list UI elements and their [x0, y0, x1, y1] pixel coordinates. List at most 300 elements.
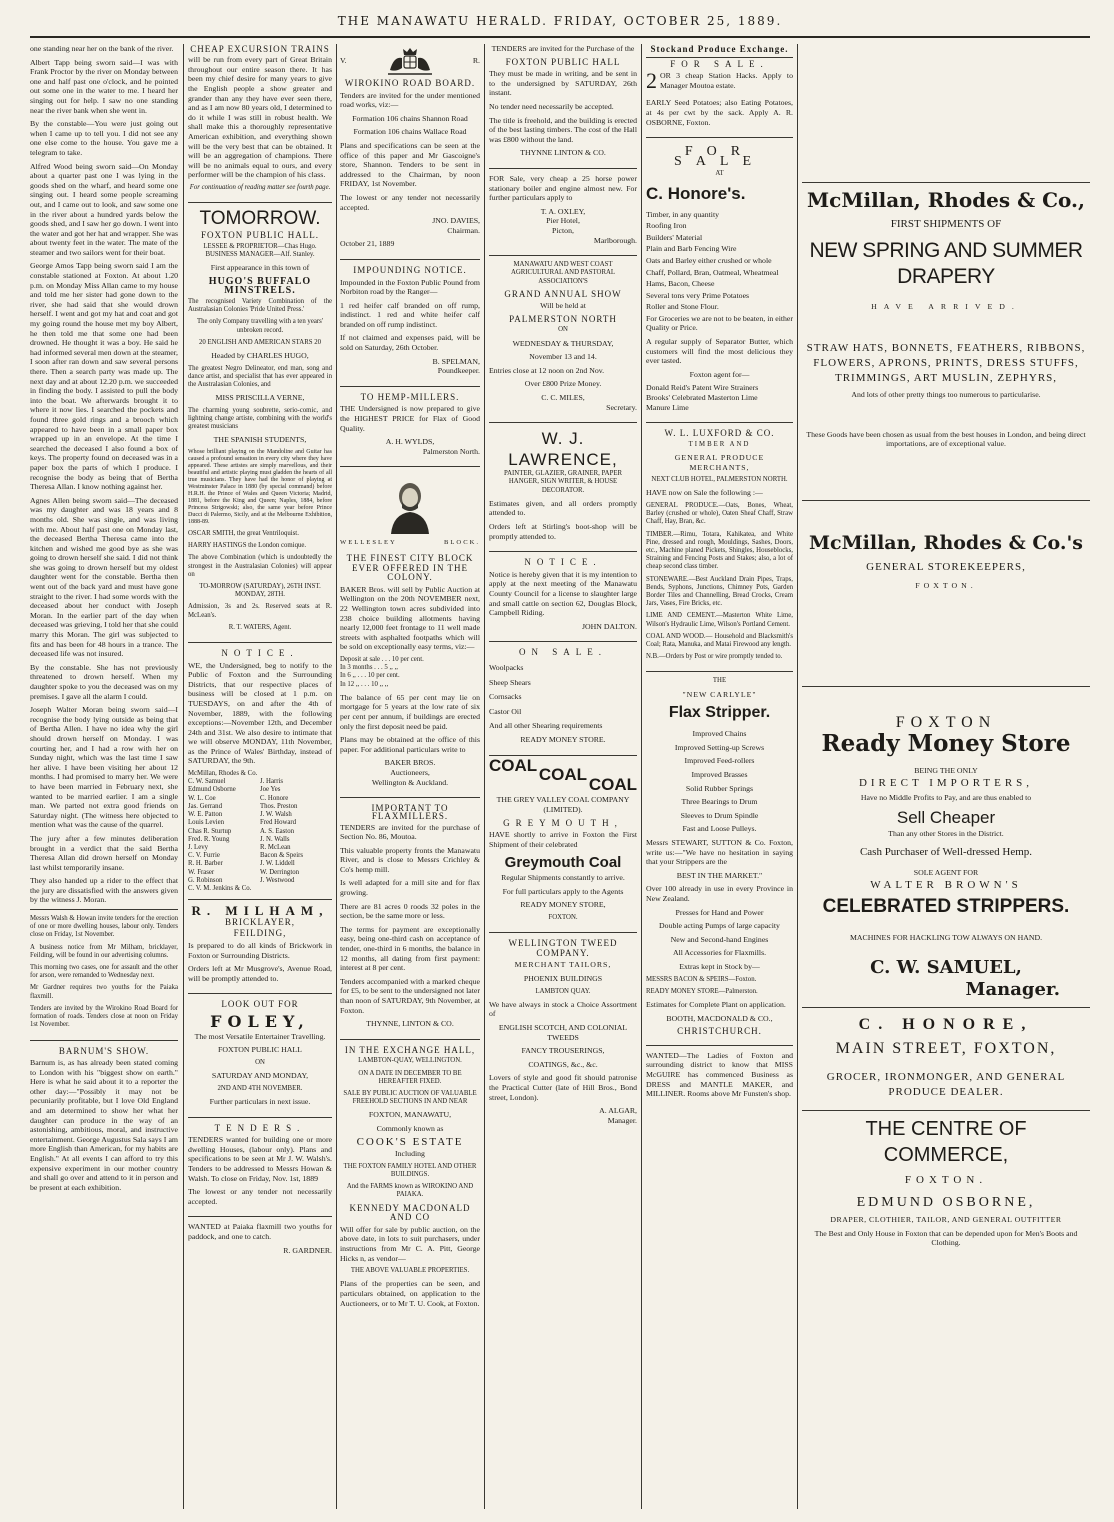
signatory-name: J. Harris: [260, 778, 284, 786]
at-line: AT: [715, 170, 724, 178]
foley-days: SATURDAY AND MONDAY,: [211, 1071, 309, 1081]
merchants-line: GENERAL PRODUCE MERCHANTS,: [674, 453, 765, 472]
gardner-wanted: [188, 1216, 332, 1265]
centre-line: THE CENTRE OF COMMERCE,: [865, 1117, 1027, 1166]
ready-money-name: Ready Money Store: [821, 729, 1071, 757]
chairman-name: JNO. DAVIES,: [432, 216, 480, 226]
feature-item: Improved Chains: [692, 729, 747, 739]
stock-item: Hams, Bacon, Cheese: [646, 279, 715, 289]
signatory-row: [188, 869, 332, 877]
phoenix-line: PHOENIX BUILDINGS: [523, 974, 603, 984]
article-paragraph: Agnes Allen being sworn said—The deceased was my daughter and was 18 years and 8 months old. She was single, and was living with me. About half past one on Monday last, the deceased Bertha Theresa came into the kitchen and wished me good bye as she was going to drown herself she said. I did not think she was going to drown herself but my oldest daughter went for the constable. Bertha then went out of the back yard and must have gone straight to the river. I had some words with the deceased about her conduct with Joseph Moran. In the earlier part of the day when deceased was grieving, I told her that she could marry this Moran. The girl was subjected to fits and has been for 48 hours in a trance. The deceased life was not insured.: [30, 495, 178, 659]
agency-item: Manure Lime: [646, 402, 689, 412]
flaxmill-area: There are 81 acres 0 roods 32 poles in the section, be the same more or less.: [340, 901, 480, 921]
algar-name: A. ALGAR,: [599, 1106, 637, 1116]
forsale-letters: FOR SALE: [674, 144, 765, 169]
signatory-row: [188, 828, 332, 836]
celebrated-line: CELEBRATED STRIPPERS.: [822, 895, 1070, 917]
luxford-item: TIMBER.—Rimu, Totara, Kahikatea, and White Pine, dressed and rough, Mouldings, Sashes, Doors, etc., Machine planed Pickets, Shingles, Houseblocks, Straining and Fencing Posts and Stakes; also, a lot of cheap second class timber.: [646, 530, 793, 571]
column-entertainment: [188, 44, 332, 1509]
stock-item: Several tons very Prime Potatoes: [646, 290, 750, 300]
masthead-title: THE MANAWATU HERALD. FRIDAY, OCTOBER 25, 1889.: [337, 14, 783, 28]
auction-place: FOXTON, MANAWATU,: [368, 1110, 452, 1120]
wellesley-left: WELLESLEY: [340, 539, 397, 547]
miles-name: C. C. MILES,: [541, 393, 585, 403]
article-paragraph: Albert Tapp being sworn said—I was with Frank Proctor by the river on Monday between one and half past one o'clock, and he pointed out some one in the water to me. I heard her singing out for help. I saw no one standing near the river bank when she went in.: [30, 57, 178, 115]
carlyle-name: "NEW CARLYLE": [682, 689, 757, 699]
foley-on: ON: [255, 1059, 265, 1067]
article-paragraph: Joseph Walter Moran being sworn said—I recognise the body lying outside as being that of Bertha Allen. I have no idea why the girl should drown herself on Monday. I was courting her, and I had a row with her on Sunday night, which was the last time I saw her alive. I have been visiting her about 12 months. I had promised to marry her. We were to have been married in February next, she wanted to be married earlier. I am a single man. We parted not extra good friends on Saturday night. (The witness here objected to mention what was the cause of the quarrel.: [30, 705, 178, 830]
tenders-note: The lowest or any tender not necessarily accepted.: [188, 1187, 332, 1206]
flaxmill-suit: Is well adapted for a mill site and for flax growing.: [340, 878, 480, 898]
forsale-heading: FOR SALE.: [670, 58, 769, 69]
finest-balance: The balance of 65 per cent may lie on mortgage for 5 years at the low rate of six per cent per annum, if buildings are erected only the first deposit need be paid.: [340, 692, 480, 731]
foxton-heading: FOXTON: [895, 714, 997, 732]
local-note: Mr Gardner requires two youths for the Paiaka flaxmill.: [30, 984, 178, 1000]
regular-line: Regular Shipments constantly to arrive.: [501, 873, 625, 883]
stripper-name: Flax Stripper.: [668, 704, 771, 722]
students-name: THE SPANISH STUDENTS,: [213, 435, 307, 445]
items-line: STRAW HATS, BONNETS, FEATHERS, RIBBONS, FLOWERS, APRONS, PRINTS, DRESS STUFFS, TRIMMINGS, ART MUSLIN, ZEPHYRS,: [806, 342, 1086, 385]
kennedy-text: Will offer for sale by public auction, on the above date, in lots to suit purchasers, under instructions from Mr C. A. Pitt, George Hicks n, as vendor—: [340, 1224, 480, 1263]
ready-money-store-ad: [802, 686, 1090, 1006]
lawrence-trade: PAINTER, GLAZIER, GRAINER, PAPER HANGER, SIGN WRITER, & HOUSE DECORATOR.: [503, 470, 623, 494]
luxford-item: LIME AND CEMENT.—Masterton White Lime, Wilson's Hydraulic Lime, Wilson's Portland Cement.: [646, 612, 793, 628]
signatory-row: [188, 786, 332, 794]
lambton-line: LAMBTON QUAY.: [535, 987, 591, 995]
signatory-name: J. Westwood: [260, 876, 295, 884]
tenders-heading: TENDERS.: [214, 1122, 306, 1133]
cooks-estate: COOK'S ESTATE: [356, 1135, 464, 1148]
stars-line: 20 ENGLISH AND AMERICAN STARS 20: [199, 338, 321, 346]
masthead: [30, 14, 1090, 38]
draper-line: DRAPER, CLOTHIER, TAILOR, AND GENERAL OUTFITTER: [830, 1215, 1062, 1225]
algar-title: Manager.: [607, 1115, 637, 1125]
onsale-item: Sheep Shears: [489, 677, 531, 687]
drapery-line: NEW SPRING AND SUMMER DRAPERY: [809, 238, 1083, 288]
hemp-millers-ad: [340, 386, 480, 467]
including-text: THE FOXTON FAMILY HOTEL AND OTHER BUILDINGS.: [343, 1162, 477, 1178]
feature-item: Improved Brasses: [691, 770, 748, 780]
signatory-name: W. E. Patton: [188, 811, 223, 819]
signatory-name: Jas. Gerrand: [188, 802, 222, 810]
notice-heading: NOTICE.: [221, 647, 299, 658]
stock-list: [646, 210, 793, 312]
column-stores: [802, 44, 1090, 1509]
flaxmill-deposit: Tenders accompanied with a marked cheque for £5, to be sent to the undersigned not later than noon of SATURDAY, 9th November, at Foxton.: [340, 976, 480, 1015]
wirokino-ad: [340, 44, 480, 259]
oxley-ad: [489, 168, 637, 255]
being-line: BEING THE ONLY: [914, 765, 978, 775]
accessories-line: All Accessories for Flaxmills.: [672, 948, 767, 958]
ready-store: READY MONEY STORE.: [520, 734, 606, 744]
signatory-row: [188, 860, 332, 868]
local-note: Tenders are invited by the Wirokino Road Board for formation of roads. Tenders close at noon on Friday 1st November.: [30, 1004, 178, 1029]
impounding-sale: If not claimed and expenses paid, will be sold on Saturday, 26th October.: [340, 333, 480, 353]
foley-desc: The most Versatile Entertainer Travelling.: [194, 1031, 326, 1041]
wirokino-work: Formation 106 chains Shannon Road: [352, 113, 468, 123]
signatory-name: C. V. M. Jenkins & Co.: [188, 884, 252, 892]
lawrence-text: Estimates given, and all orders promptly attended to.: [489, 498, 637, 518]
finest-text: BAKER Bros. will sell by Public Auction at Wellington on the 20th NOVEMBER next, 22 Wellington town acres subdivided into 238 choice building allotments having nearly 12,000 feet frontage to 11 well made streets with asphalted footpaths which will be sold on exceptionally easy terms, viz:—: [340, 584, 480, 652]
signatory-row: [188, 844, 332, 852]
wirokino-date: October 21, 1889: [340, 239, 395, 249]
signatory-row: [188, 795, 332, 803]
have-line: HAVE now on Sale the following :—: [646, 488, 763, 498]
wirokino-heading: WIROKINO ROAD BOARD.: [344, 78, 476, 88]
closing-notice: [188, 642, 332, 899]
terms-line: In 6 ,, . . . 10 per cent.: [340, 672, 400, 680]
signatory-name: Chas R. Sturtup: [188, 827, 232, 835]
column-rule: [484, 44, 485, 1509]
signatory-name: C. W. Samuel: [188, 778, 226, 786]
onsale-note: And all other Shearing requirements: [489, 721, 603, 731]
foley-hall: FOXTON PUBLIC HALL: [218, 1045, 302, 1055]
column-rule: [797, 44, 798, 1509]
foley-name: FOLEY,: [210, 1011, 310, 1031]
kennedy-name: KENNEDY MACDONALD AND CO: [349, 1202, 471, 1223]
coal-ad: [489, 755, 637, 933]
milham-name: R. MILHAM,: [191, 903, 329, 919]
osborne-name: EDMUND OSBORNE,: [856, 1195, 1036, 1211]
signatory-row: [188, 836, 332, 844]
hacks-text-body: OR 3 cheap Station Hacks. Apply to Manager Moutoa estate.: [660, 71, 793, 90]
coal-line: COAL: [588, 774, 637, 794]
exchange-heading: IN THE EXCHANGE HALL,: [344, 1044, 476, 1055]
chairman-title: Chairman.: [447, 225, 480, 235]
mcmillan-storekeepers-ad: [802, 500, 1090, 686]
hacks-text: 2 OR 3 cheap Station Hacks. Apply to Manager Moutoa estate.: [646, 68, 793, 94]
continuation-note: For continuation of reading matter see fourth page.: [189, 183, 331, 191]
column-rule: [183, 44, 184, 1509]
royal-crest-icon: [380, 44, 440, 78]
hemp-heading: TO HEMP-MILLERS.: [360, 391, 460, 402]
timber-line: TIMBER AND: [688, 440, 751, 448]
signatory-name: G. Robinson: [188, 876, 223, 884]
local-note: A business notice from Mr Milham, bricklayer, Feilding, will be found in our advertising columns.: [30, 943, 178, 959]
flaxmillers-ad: [340, 797, 480, 1039]
onsale-ad: [489, 641, 637, 754]
flaxmill-desc: This valuable property fronts the Manawatu River, and is close to Messrs Crichley & Co's hemp mill.: [340, 845, 480, 874]
lawrence-orders: Orders left at Stirling's boot-shop will be promptly attended to.: [489, 522, 637, 541]
priscilla-text: The charming young soubrette, serio-comic, and lightning change artiste, combining with the world's greatest musicians: [188, 406, 332, 431]
honore-name: C. HONORE,: [858, 1015, 1034, 1033]
dalton-text: Notice is hereby given that it is my intention to apply at the next meeting of the Manawatu County Council for a license to slaughter large and small cattle on section 62, Douglas Block, Campbell Riding.: [489, 569, 637, 618]
feature-item: Sleeves to Drum Spindle: [680, 810, 759, 820]
stewart-text: Messrs STEWART, SUTTON & Co. Foxton, write us:—"We have no hesitation in saying that your Strippers are the: [646, 838, 793, 867]
mcmillan-name: McMillan, Rhodes & Co.,: [807, 188, 1085, 212]
feature-item: Fast and Loose Pulleys.: [682, 824, 757, 834]
oxley-place: Pier Hotel,: [546, 216, 580, 226]
cheaper-line: Sell Cheaper: [896, 807, 996, 827]
hall-lowest: No tender need necessarily be accepted.: [489, 101, 614, 111]
foxton-line: FOXTON.: [548, 914, 578, 922]
signatory-row: [188, 852, 332, 860]
lessee-line: LESSEE & PROPRIETOR—Chas Hugo. BUSINESS MANAGER—Alf. Stanley.: [203, 242, 317, 258]
wellesley-right: BLOCK.: [444, 539, 480, 547]
column-rule: [641, 44, 642, 1509]
goods-text: These Goods have been chosen as usual from the best houses in London, and being direct importations, are of exceptional value.: [806, 429, 1086, 449]
onsale-item: Castor Oil: [489, 706, 522, 716]
lookout-line: LOOK OUT FOR: [221, 999, 299, 1010]
full-line: For full particulars apply to the Agents: [502, 886, 624, 896]
foxton-line: FOXTON.: [904, 1173, 988, 1186]
than-line: Than any other Stores in the District.: [888, 828, 1004, 838]
main-street-line: MAIN STREET, FOXTON,: [835, 1039, 1057, 1057]
signatory-name: C. Honore: [260, 794, 289, 802]
including-line: Including: [395, 1149, 425, 1159]
ready-store: READY MONEY STORE,: [520, 900, 606, 910]
prize-line: Over £800 Prize Money.: [524, 379, 602, 389]
grey-valley: THE GREY VALLEY COAL COMPANY (LIMITED).: [496, 795, 630, 814]
signatory-name: Fred Howard: [260, 819, 297, 827]
flaxmill-terms: The terms for payment are exceptionally easy, being one-third cash on acceptance of tender, one-third in 6 months, the balance in 12 months, all dating from first payment: interest at 8 per cent.: [340, 924, 480, 973]
honore-name: C. Honore's.: [646, 183, 746, 203]
milham-ad: [188, 899, 332, 993]
oscar-line: OSCAR SMITH, the great Ventriloquist.: [188, 529, 299, 537]
sole-line: SOLE AGENT FOR: [913, 867, 979, 877]
dalton-notice: [489, 551, 637, 641]
oxley-region: Marlborough.: [593, 235, 637, 245]
signatory-name: J. W. Liddell: [260, 860, 295, 868]
tomorrow-heading: TOMORROW.: [199, 208, 321, 230]
wellesley-block-ad: [340, 466, 480, 797]
booth-name: BOOTH, MACDONALD & CO.,: [666, 1013, 773, 1023]
hotel-line: NEXT CLUB HOTEL, PALMERSTON NORTH.: [651, 476, 788, 484]
only-company-line: The only Company travelling with a ten years' unbroken record.: [197, 318, 323, 334]
delineator-text: The greatest Negro Delineator, end man, song and dance artist, and specialist that has ever appeared in the Australasian Colonies, and: [188, 364, 332, 388]
article-paragraph: By the constable—You were just going out when I came up to tell you. I did not see any one else come to the house. You gave me a telegram to take.: [30, 119, 178, 157]
headed-line: Headed by CHARLES HUGO,: [211, 350, 309, 360]
lawrence-ad: [489, 422, 637, 551]
flaxmill-heading: IMPORTANT TO FLAXMILLERS.: [371, 803, 449, 822]
feature-item: Improved Feed-rollers: [684, 756, 755, 766]
column-produce: [646, 44, 793, 1509]
signatory-name: Louis Levien: [188, 819, 225, 827]
signatory-name: Joe Yes: [260, 786, 281, 794]
article-paragraph: one standing near her on the bank of the river.: [30, 44, 174, 53]
nb-line: N.B.—Orders by Post or wire promptly tended to.: [646, 653, 783, 661]
agency-item: Donald Reid's Patent Wire Strainers: [646, 383, 759, 393]
carlyle-stripper-ad: [646, 671, 793, 1044]
show-ad: [489, 255, 637, 422]
hall-title: The title is freehold, and the building is erected of the best lasting timbers. The cost of the Hall was £800 without the land.: [489, 115, 637, 144]
over100-line: Over 100 already in use in every Province in New Zealand.: [646, 884, 793, 903]
mcguire-ad: [646, 1045, 793, 1109]
lawrence-name: W. J. LAWRENCE,: [508, 429, 618, 470]
groceries-text: For Groceries we are not to be beaten, in either Quality or Price.: [646, 313, 793, 333]
miles-title: Secretary.: [606, 402, 637, 412]
milham-text: Is prepared to do all kinds of Brickwork in Foxton or Surrounding Districts.: [188, 940, 332, 960]
luxford-item: COAL AND WOOD.— Household and Blacksmith's Coal; Rata, Manuka, and Matai Firewood any length.: [646, 632, 793, 649]
tweed-ad: [489, 932, 637, 1135]
dalton-name: JOHN DALTON.: [581, 621, 637, 631]
signatory-name: R. McLean: [260, 843, 291, 851]
cooks-estate-ad: [340, 1039, 480, 1318]
signatory-row: [188, 819, 332, 827]
barnum-heading: BARNUM'S SHOW.: [58, 1045, 150, 1056]
luxford-ad: [646, 422, 793, 671]
osborne-ad: [802, 1110, 1090, 1258]
tailors-line: MERCHANT TAILORS,: [514, 960, 612, 970]
presses-line: Presses for Hand and Power: [675, 907, 764, 917]
farms-line: And the FARMS known as WIROKINO AND PAIAKA.: [346, 1183, 474, 1199]
priscilla-name: MISS PRISCILLA VERNE,: [215, 393, 305, 403]
excursion-text: will be run from every part of Great Britain throughout our entire season there. It has been my chief desire for many years to give the English people a show greater and grander than any they have ever seen there, and as I am now 80 years old, I determined to do it while I was still in robust health. We shall make this a thoroughly representative American exhibition, and everything shown will be the very best that can be obtained. It will be an aggregation of champions. There will be no animals equal to ours, and every performer will be the champion of his class.: [188, 55, 332, 180]
coal-line: COAL: [489, 755, 538, 775]
direct-line: DIRECT IMPORTERS,: [858, 777, 1034, 790]
signatory-name: J. W. Walsh: [260, 811, 292, 819]
hall-name: FOXTON PUBLIC HALL.: [200, 230, 320, 241]
machines-line: MACHINES FOR HACKLING TOW ALWAYS ON HAND.: [849, 932, 1043, 942]
signatory-row: [188, 811, 332, 819]
palmerston-line: PALMERSTON NORTH: [509, 313, 617, 324]
signatory-row: [188, 778, 332, 786]
baker-town: Wellington & Auckland.: [371, 777, 449, 787]
extras-line: Extras kept in Stock by—: [679, 961, 760, 971]
tweed-name: WELLINGTON TWEED COMPANY.: [508, 938, 618, 958]
baker-name: BAKER BROS.: [384, 758, 436, 768]
coatings-line: COATINGS, &c., &c.: [528, 1059, 598, 1069]
lots-line: And lots of other pretty things too numerous to particularise.: [851, 390, 1041, 400]
signatory-name: W. Fraser: [188, 868, 215, 876]
barnum-article: [30, 1040, 178, 1203]
first-appearance: First appearance in this town of: [210, 263, 310, 273]
flaxmill-text: TENDERS are invited for the purchase of Section No. 86, Moutoa.: [340, 822, 480, 842]
stock-item: Oats and Barley either crushed or whole: [646, 255, 772, 265]
held-line: Will be held at: [540, 301, 586, 311]
luxford-item: GENERAL PRODUCE.—Oats, Bones, Wheat, Barley (crushed or whole), Oaten Sheaf Chaff, Straw Chaff, Hay, Bran, &c.: [646, 502, 793, 526]
stock-item: Chaff, Pollard, Bran, Oatmeal, Wheatmeal: [646, 267, 779, 277]
grocer-line: GROCER, IRONMONGER, AND GENERAL PRODUCE DEALER.: [826, 1070, 1066, 1098]
impounding-notice: [340, 259, 480, 386]
signatory-row: [188, 803, 332, 811]
feature-item: Three Bearings to Drum: [681, 797, 758, 807]
tweed-text: We have always in stock a Choice Assortment of: [489, 999, 637, 1019]
auction-heading: SALE BY PUBLIC AUCTION OF VALUABLE FREEHOLD SECTIONS IN AND NEAR: [343, 1089, 477, 1106]
article-paragraph: By the constable. She has not previously threatened to drown herself. When my daughter spoke to you the deceased was on my premises. I gave all the alarm I could.: [30, 662, 178, 701]
article-paragraph: They also handed up a rider to the effect that the jury are dissatisfied with the answers given by the witness J. Moran.: [30, 876, 178, 905]
pumps-line: Double acting Pumps of large capacity: [659, 921, 780, 931]
vr-r: R.: [472, 56, 480, 66]
excursion-heading: CHEAP EXCURSION TRAINS: [190, 44, 330, 54]
signatory-name: C. V. Furrie: [188, 852, 220, 860]
wanted-text: WANTED at Paiaka flaxmill two youths for paddock, and one to catch.: [188, 1222, 332, 1241]
stock-item: Roller and Stone Flour.: [646, 302, 719, 312]
hemp-text: THE Undersigned is now prepared to give the HIGHEST PRICE for Flax of Good Quality.: [340, 404, 480, 433]
wirokino-intro: Tenders are invited for the under mentioned road works, viz:—: [340, 90, 480, 110]
local-notes: [30, 909, 178, 1039]
impounding-text: Impounded in the Foxton Public Pound from Norbiton road by the Ranger—: [340, 277, 480, 297]
foley-more: Further particulars in next issue.: [209, 1097, 311, 1107]
christchurch-line: CHRISTCHURCH.: [677, 1026, 762, 1037]
vr-crest-row: [340, 44, 480, 78]
tweeds-line: ENGLISH SCOTCH, AND COLONIAL TWEEDS: [498, 1023, 628, 1042]
the-line: THE: [712, 677, 727, 685]
oxley-town: Picton,: [552, 225, 574, 235]
milham-trade: BRICKLAYER,: [225, 916, 295, 927]
signatory-name: Bacon & Speirs: [260, 852, 304, 860]
signatory-name: Thos. Preston: [260, 802, 298, 810]
tenders-text: TENDERS wanted for building one or more dwelling Houses, (labour only). Plans and specifications to be seen at Mr J. W. Walsh's. Tenders to be addressed to Messrs Howan & Walsh. To close on Friday, Nov. 1st, 1889: [188, 1135, 332, 1183]
signatory-name: W. Derrington: [260, 868, 300, 876]
wirokino-lowest: The lowest or any tender not necessarily accepted.: [340, 192, 480, 212]
mcguire-text: WANTED—The Ladies of Foxton and surrounding district to know that MISS McGUIRE has commenced Business as DRESS and MANTLE MAKER, and MILLINER. Rooms above Mr Funsten's shop.: [646, 1050, 793, 1099]
column-inquest: [30, 44, 178, 1509]
notice-text: WE, the Undersigned, beg to notify to the Public of Foxton and the Surrounding Districts, that our respective places of business will be closed at 1 p.m. on TUESDAYS, on and after the 4th of November, 1889, with the following exceptions:—November 12th, and December 24th and 31st. We also desire to intimate that we will observe MONDAY, 11th November, as the Prince of Wales' Birthday, instead of SATURDAY, the 9th.: [188, 660, 332, 766]
milham-town: FEILDING,: [233, 928, 287, 939]
recognised-line: The recognised Variety Combination of the Australasian Colonies 'Pride United Press.': [188, 297, 332, 314]
minstrels-name: HUGO'S BUFFALO MINSTRELS.: [208, 275, 312, 297]
terms-line: In 12 ,, . . . 10 ,, ,,: [340, 680, 389, 688]
hugo-minstrels-ad: [188, 202, 332, 642]
wirokino-text: Plans and specifications can be seen at the office of this paper and Mr Gascoigne's store, Shannon. Tenders to be sent in addressed to the Chairman, by noon FRIDAY, 1st November.: [340, 140, 480, 189]
foxton-line: FOXTON.: [915, 580, 977, 590]
stock-item: Builders' Material: [646, 232, 703, 242]
signatory-list: [188, 770, 332, 893]
feature-list: [646, 729, 793, 834]
feature-item: Solid Rubber Springs: [685, 783, 754, 793]
exchange-date: ON A DATE IN DECEMBER TO BE HEREAFTER FIXED.: [358, 1069, 462, 1085]
foxton-agent: Foxton agent for—: [689, 369, 750, 379]
honore-store-ad: [802, 1007, 1090, 1110]
trouserings-line: FANCY TROUSERINGS,: [521, 1046, 605, 1056]
greymouth-coal: Greymouth Coal: [504, 854, 622, 872]
terms-line: Deposit at sale . . . 10 per cent.: [340, 655, 424, 663]
best-house-line: The Best and Only House in Foxton that can be depended upon for Men's Boots and Clothing.: [814, 1228, 1078, 1248]
column-trade: [489, 44, 637, 1509]
signatory-name: Fred. R. Young: [188, 835, 230, 843]
gardner-name: R. GARDNER.: [283, 1245, 332, 1255]
properties-line: THE ABOVE VALUABLE PROPERTIES.: [350, 1267, 470, 1275]
first-line: FIRST SHIPMENTS OF: [890, 218, 1002, 230]
best-line: BEST IN THE MARKET.": [676, 870, 763, 880]
finest-heading: THE FINEST CITY BLOCK EVER OFFERED IN THE COLONY.: [346, 553, 474, 583]
hemp-name: A. H. WYLDS,: [385, 437, 435, 447]
stock-item: Roofing Iron: [646, 221, 687, 231]
mcmillan-drapery-ad: [802, 182, 1090, 500]
no-profits-line: Have no Middle Profits to Pay, and are thus enabled to: [860, 792, 1032, 802]
harry-line: HARRY HASTINGS the London comique.: [188, 542, 307, 550]
column-rule: [336, 44, 337, 1509]
poundkeeper-title: Poundkeeper.: [437, 366, 480, 376]
signatory-row: [188, 770, 332, 778]
luxford-items: [646, 502, 793, 649]
exchange-town: LAMBTON-QUAY, WELLINGTON.: [358, 1057, 462, 1065]
agency-item: Brooks' Celebrated Masterton Lime: [646, 393, 758, 403]
hemp-town: Palmerston North.: [422, 446, 480, 456]
barnum-continued: [188, 45, 332, 202]
signatory-row: [188, 885, 332, 893]
greymouth-line: GREYMOUTH,: [503, 817, 623, 828]
notice-heading: NOTICE.: [524, 557, 602, 568]
stock-item: Timber, in any quantity: [646, 209, 720, 219]
exchange-heading: Stockand Produce Exchange.: [646, 45, 793, 58]
storekeepers-line: GENERAL STOREKEEPERS,: [866, 560, 1026, 573]
samuel-name: C. W. SAMUEL,: [870, 956, 1022, 978]
signatory-name: A. S. Easton: [260, 827, 294, 835]
students-text: Whose brilliant playing on the Mandoline and Guitar has caused a profound sensation in every city where they have appeared. These artistes are simply marvellous, and their beautiful and artistic playing must gladden the hearts of all true musicians. They have had the honor of playing at Westminster Palace in 1880 (by special command) before H.R.H. the Prince of Wales and Queen Victoria; Madrid, 1881, before the King and Queen; Naples, 1884, before Princess Strigowski; also, the same year before Prince Ducci di Palermo, Sicily, and at the Melbourne Exhibition, 1888-89.: [188, 448, 332, 525]
walsh-tenders: [188, 1117, 332, 1217]
milham-orders: Orders left at Mr Musgrove's, Avenue Road, will be promptly attended to.: [188, 964, 332, 983]
arrived-line: HAVE ARRIVED.: [871, 301, 1021, 311]
hall-name: FOXTON PUBLIC HALL: [505, 56, 621, 67]
barnum-text: Barnum is, as has already been stated coming to London with his "biggest show on earth." Here is what he said about it to a reporter the other day:—"Possibly it may not be pecuniarily profitable, but I love Old England and am determined to show her what her daughter can produce in the way of an astonishing, ambitious, moral, and instructive entertainment. George Augustus Sala says I am more English than American, for my habits are English." At all events I can afford to try this expensive experiment in our mother country and shall go over and attend to it in person and be present at each exhibition.: [30, 1058, 178, 1192]
show-title: GRAND ANNUAL SHOW: [504, 288, 622, 299]
entries-line: Entries close at 12 noon on 2nd Nov.: [489, 365, 605, 375]
article-paragraph: Alfred Wood being sworn said—On Monday about a quarter past one I was lying in the goods shed on the wharf, and heard some one singing out. I heard some people screaming out, and I came out to look, and saw some one in the river about a hundred yards below the goods shed, and I saw her go down. I went into the water and got her hat and wrapper. She was about twenty feet in the water. The mate of the steamer and two sailors went for their boat.: [30, 161, 178, 257]
admission-line: Admission, 3s and 2s. Reserved seats at R. McLean's.: [188, 603, 332, 619]
